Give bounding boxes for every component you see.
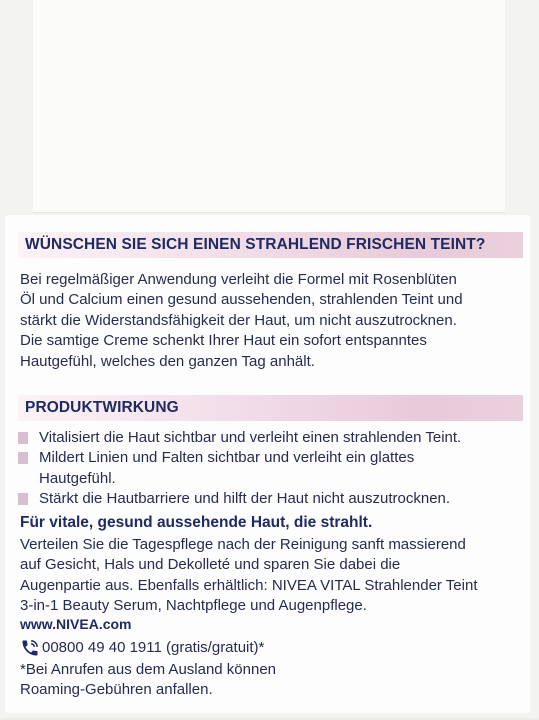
- footnote-line: *Bei Anrufen aus dem Ausland können: [20, 661, 277, 678]
- section-heading-effect: PRODUKTWIRKUNG: [25, 399, 179, 416]
- bullet-square-icon: [18, 452, 28, 464]
- benefit-line: Stärkt die Hautbarriere und hilft der Haut nicht auszutrocknen.: [39, 490, 451, 508]
- section-heading-radiant: WÜNSCHEN SIE SICH EINEN STRAHLEND FRISCHEN TEINT?: [25, 236, 486, 253]
- intro-line: Öl und Calcium einen gesund aussehenden, strahlenden Teint und: [20, 291, 463, 309]
- website-link[interactable]: www.NIVEA.com: [20, 616, 132, 632]
- benefit-line: Vitalisiert die Haut sichtbar und verleiht einen strahlenden Teint.: [39, 429, 462, 446]
- intro-line: Hautgefühl, welches den ganzen Tag anhält.: [20, 352, 315, 370]
- usage-line: Augenpartie aus. Ebenfalls erhältlich: NIVEA VITAL Strahlender Teint: [20, 576, 478, 594]
- bullet-square-icon: [18, 493, 28, 505]
- usage-line: 3-in-1 Beauty Serum, Nachtpflege und Augenpflege.: [20, 597, 367, 615]
- phone-handset-icon: [20, 638, 40, 658]
- footnote-line: Roaming-Gebühren anfallen.: [20, 681, 213, 699]
- tagline: Für vitale, gesund aussehende Haut, die strahlt.: [20, 514, 373, 531]
- benefit-item: [18, 489, 523, 509]
- phone-number[interactable]: 00800 49 40 1911 (gratis/gratuit)*: [42, 639, 265, 656]
- usage-paragraph: [20, 535, 520, 617]
- benefit-item: [18, 428, 523, 448]
- intro-line: stärkt die Widerstandsfähigkeit der Haut, um nicht auszutrocknen.: [20, 311, 457, 329]
- benefit-item: [18, 448, 523, 489]
- jar-lid-top: [33, 0, 505, 213]
- benefit-list: [18, 428, 523, 510]
- roaming-footnote: [20, 660, 520, 701]
- usage-line: auf Gesicht, Hals und Dekolleté und sparen Sie dabei die: [20, 556, 401, 574]
- benefit-line: Hautgefühl.: [39, 469, 116, 487]
- benefit-line: Mildert Linien und Falten sichtbar und verleiht ein glattes: [39, 449, 415, 467]
- bullet-square-icon: [18, 432, 28, 444]
- intro-line: Bei regelmäßiger Anwendung verleiht die Formel mit Rosenblüten: [20, 271, 457, 288]
- intro-line: Die samtige Creme schenkt Ihrer Haut ein sofort entspanntes: [20, 332, 427, 350]
- intro-paragraph: [20, 270, 520, 372]
- usage-line: Verteilen Sie die Tagespflege nach der Reinigung sanft massierend: [20, 536, 466, 553]
